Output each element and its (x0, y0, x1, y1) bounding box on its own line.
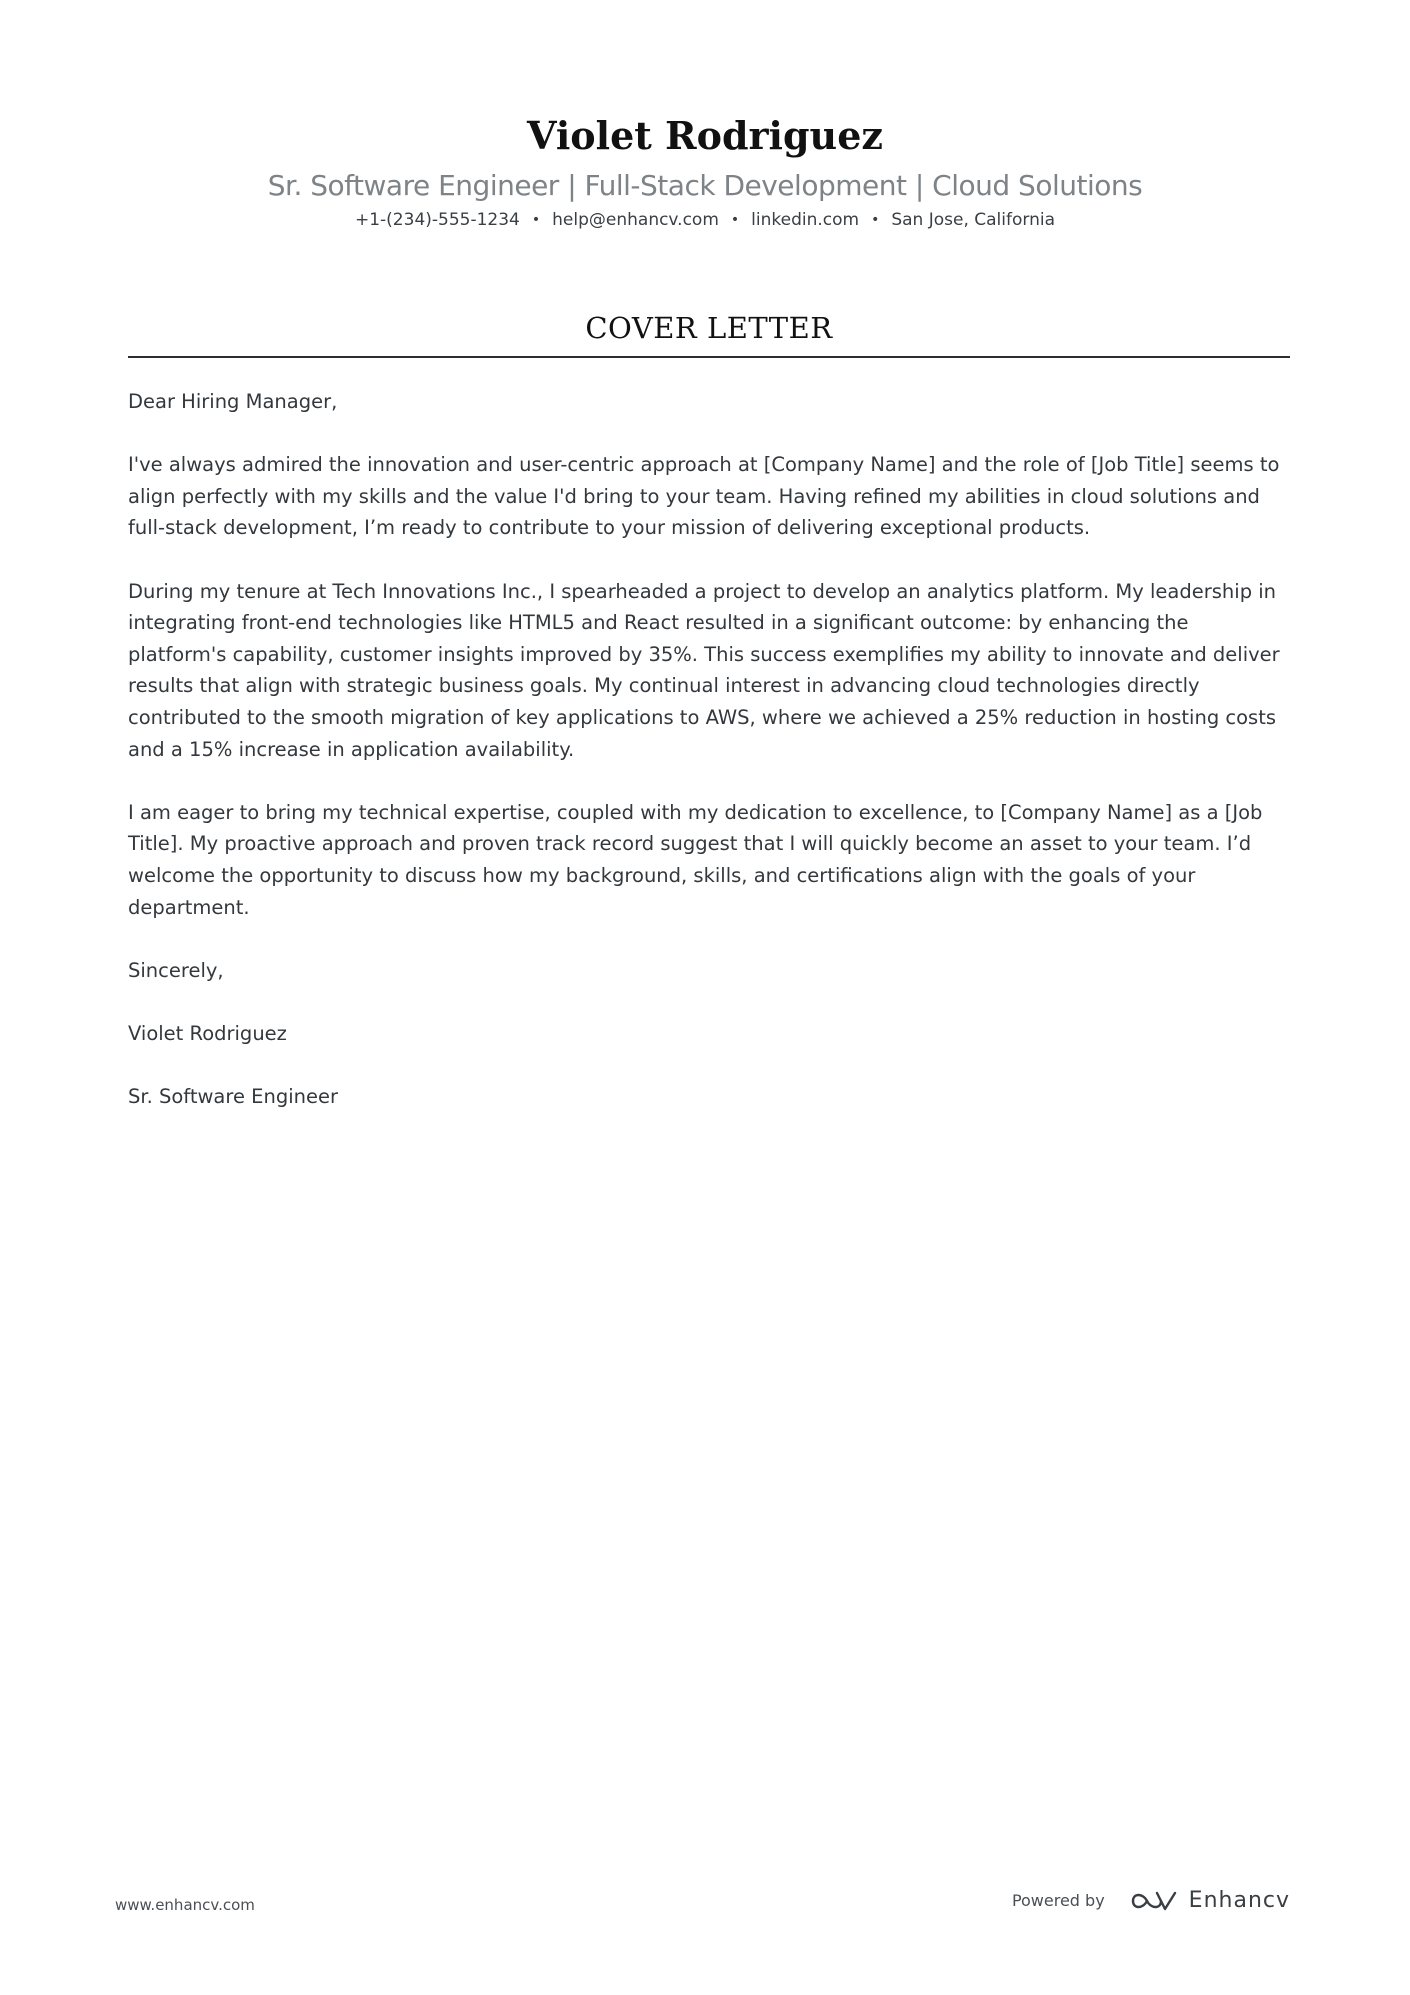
letter-paragraph: During my tenure at Tech Innovations Inc., I spearheaded a project to develop an analytics platform. My leadership in integrating front-end technologies like HTML5 and React resulted in a significant outcome: by enhancing the platform's capability, customer insights improved by 35%. This success exemplifies my ability to innovate and deliver results that align with strategic business goals. My continual interest in advancing cloud technologies directly contributed to the smooth migration of key applications to AWS, where we achieved a 25% reduction in hosting costs and a 15% increase in application availability. (128, 579, 1280, 761)
contact-info (0, 208, 1410, 232)
contact-separator: • (730, 212, 740, 228)
letter-closing: Sincerely, (128, 958, 224, 982)
letter-paragraph: I am eager to bring my technical expertise, coupled with my dedication to excellence, to [Company Name] as a [Job Title]. My proactive approach and proven track record suggest that I will quickly become an asset to your team. I’d welcome the opportunity to discuss how my background, skills, and certifications align with the goals of your department. (128, 800, 1263, 919)
signature-name: Violet Rodriguez (128, 1021, 287, 1045)
letter-greeting: Dear Hiring Manager, (128, 390, 338, 413)
signature-title: Sr. Software Engineer (128, 1085, 339, 1109)
section-divider (128, 356, 1290, 358)
linkedin-link: linkedin.com (751, 210, 860, 230)
phone-number: +1-(234)-555-1234 (354, 210, 520, 230)
letter-body (128, 386, 1290, 1144)
section-title: COVER LETTER (585, 311, 833, 345)
footer-branding (1012, 1888, 1290, 1913)
resume-header (0, 110, 1410, 232)
enhancv-logo-icon (1131, 1889, 1177, 1913)
email-address: help@enhancv.com (552, 210, 719, 230)
letter-paragraph: I've always admired the innovation and user-centric approach at [Company Name] and the role of [Job Title] seems to align perfectly with my skills and the value I'd bring to your team. Having refined my abilities in cloud solutions and full-stack development, I’m ready to contribute to your mission of delivering exceptional products. (128, 453, 1280, 540)
enhancv-brand-name: Enhancv (1188, 1888, 1290, 1913)
contact-separator: • (531, 212, 541, 228)
candidate-name: Violet Rodriguez (527, 113, 883, 158)
footer-website: www.enhancv.com (115, 1896, 255, 1914)
candidate-headline: Sr. Software Engineer | Full-Stack Development | Cloud Solutions (267, 169, 1143, 202)
powered-by-label: Powered by (1011, 1891, 1105, 1910)
contact-separator: • (871, 212, 880, 228)
location: San Jose, California (891, 210, 1055, 230)
